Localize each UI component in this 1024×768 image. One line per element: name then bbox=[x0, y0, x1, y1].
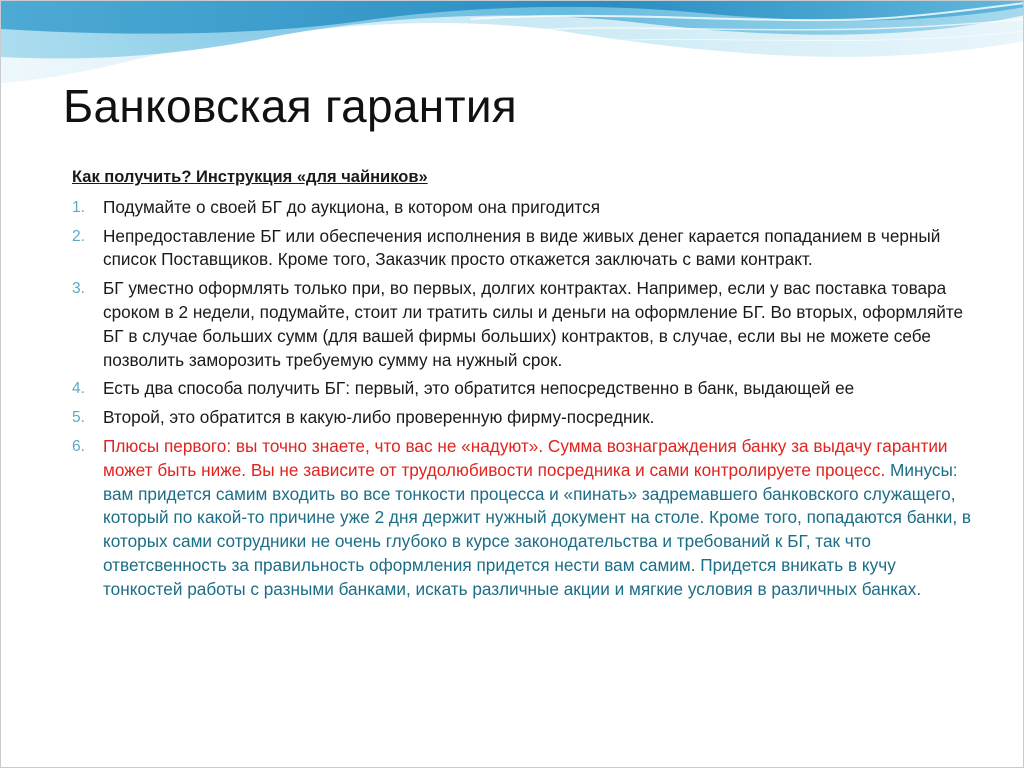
item-text: Непредоставление БГ или обеспечения исполнения в виде живых денег карается попаданием в черный список Поставщиков. Кроме того, Заказчик просто откажется заключать с вами контракт. bbox=[103, 225, 941, 270]
list-item bbox=[72, 406, 972, 430]
list-item bbox=[72, 225, 972, 273]
list-item bbox=[72, 277, 972, 372]
item-number: 1. bbox=[72, 198, 85, 216]
item-text: Есть два способа получить БГ: первый, это обратится непосредственно в банк, выдающей ее bbox=[103, 378, 855, 399]
item-number: 4. bbox=[72, 380, 85, 398]
steps-list bbox=[72, 196, 972, 602]
item-number: 2. bbox=[72, 227, 85, 245]
list-item bbox=[72, 435, 972, 602]
item-number: 6. bbox=[72, 437, 85, 455]
pros-text: Плюсы первого: вы точно знаете, что вас не «надуют». Сумма вознаграждения банку за выдачу гарантии может быть ниже. Вы не зависите от трудолюбивости посредника и сами контролируете процесс. bbox=[103, 435, 948, 480]
slide-content bbox=[72, 166, 972, 607]
slide-title: Банковская гарантия bbox=[63, 80, 518, 132]
list-item bbox=[72, 196, 972, 220]
cons-text: Минусы: вам придется самим входить во все тонкости процесса и «пинать» задремавшего банковского служащего, который по какой-то причине уже 2 дня держит нужный документ на столе. Кроме того, попадаются банки, в которых сами сотрудники не очень глубоко в курсе законодательства и требований к БГ, так что ответсвенность за правильность оформления придется нести вам самим. Придется вникать в кучу тонкостей работы с разными банками, искать различные акции и мягкие условия в различных банках. bbox=[103, 459, 972, 599]
instructions-subtitle: Как получить? Инструкция «для чайников» bbox=[72, 168, 428, 186]
list-item bbox=[72, 377, 972, 401]
item-text: БГ уместно оформлять только при, во первых, долгих контрактах. Например, если у вас поставка товара сроком в 2 недели, подумайте, стоит ли тратить силы и деньги на оформление БГ. Во вторых, оформляйте БГ в случае больших сумм (для вашей фирмы больших) контрактов, в случае, если вы не можете себе позволить заморозить требуемую сумму на нужный срок. bbox=[103, 278, 964, 370]
item-text: Второй, это обратится в какую-либо проверенную фирму-посредник. bbox=[103, 407, 655, 428]
item-number: 5. bbox=[72, 409, 85, 427]
item-text: Подумайте о своей БГ до аукциона, в котором она пригодится bbox=[103, 196, 601, 217]
item-number: 3. bbox=[72, 280, 85, 298]
